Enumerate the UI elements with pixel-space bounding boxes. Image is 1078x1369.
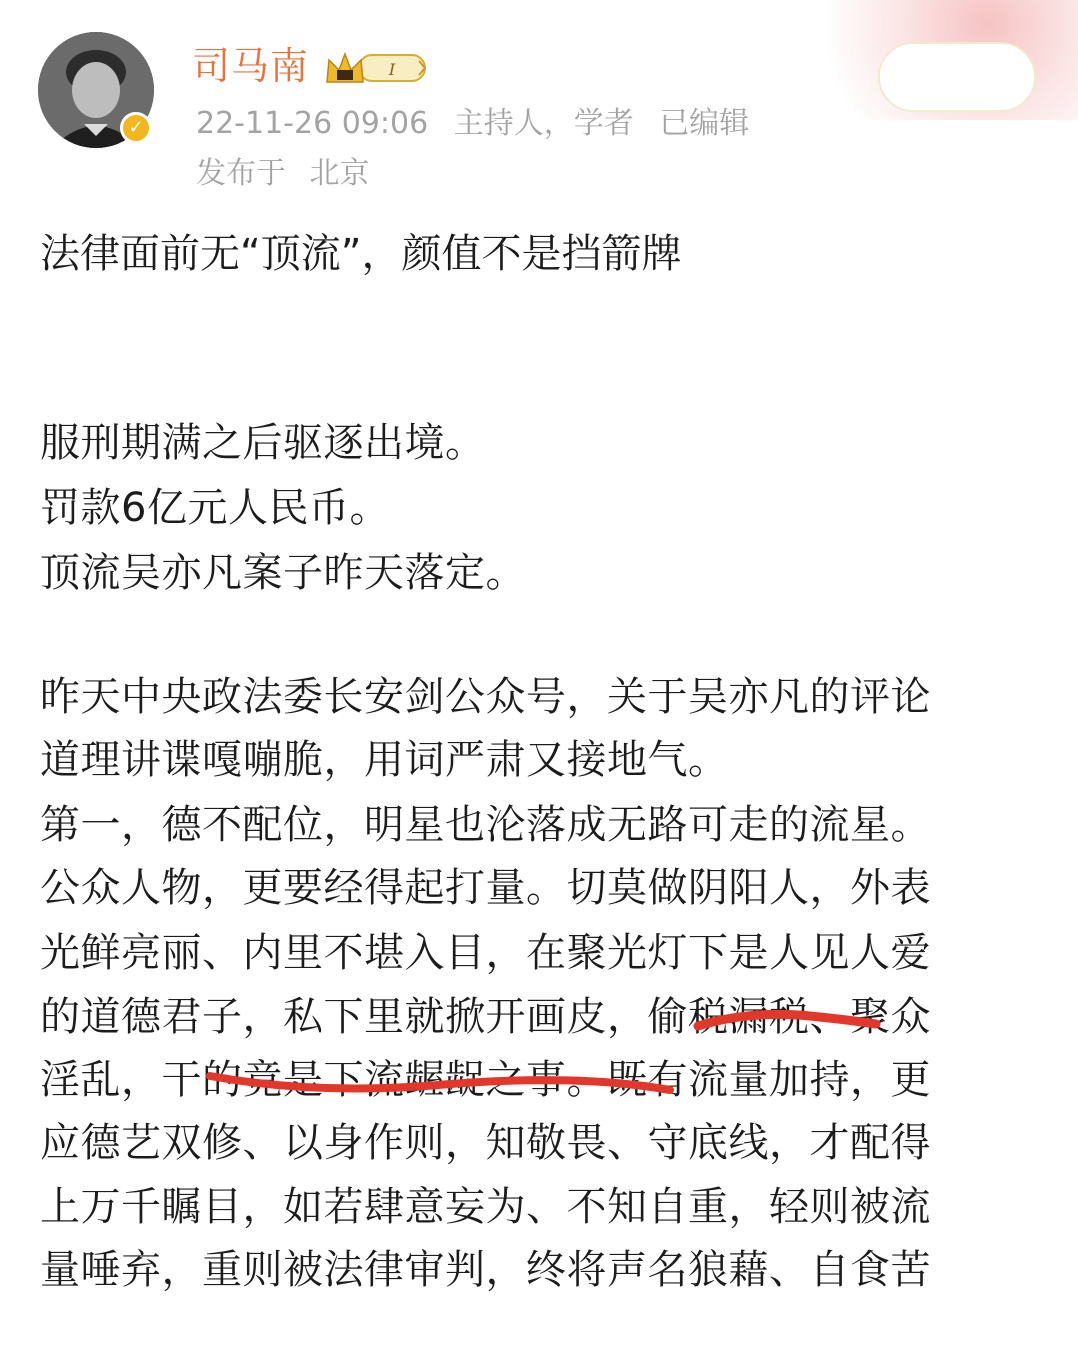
- follow-button[interactable]: [878, 42, 1036, 112]
- location-prefix: 发布于: [196, 156, 286, 191]
- body-line: 顶流吴亦凡案子昨天落定。: [40, 550, 526, 596]
- author-name[interactable]: 司马南: [192, 44, 310, 88]
- body-line: 应德艺双修、以身作则，知敬畏、守底线，才配得: [40, 1120, 931, 1166]
- body-line: 罚款6亿元人民币。: [40, 485, 390, 531]
- body-line: 公众人物，更要经得起打量。切莫做阴阳人，外表: [40, 865, 931, 911]
- post-meta: [196, 104, 765, 144]
- edited-label[interactable]: 已编辑: [659, 106, 750, 141]
- body-line: 光鲜亮丽、内里不堪入目，在聚光灯下是人见人爱: [40, 930, 931, 976]
- post-date: 22-11-26 09:06: [196, 106, 429, 141]
- body-line: 昨天中央政法委长安剑公众号，关于吴亦凡的评论: [40, 674, 931, 720]
- post-location: [196, 154, 384, 194]
- body-line: 量唾弃，重则被法律审判，终将声名狼藉、自食苦: [40, 1247, 931, 1293]
- body-line: 服刑期满之后驱逐出境。: [40, 420, 486, 466]
- author-identity: 主持人，学者: [453, 106, 634, 141]
- body-line: 道理讲谍嘎嘣脆，用词严肃又接地气。: [40, 737, 729, 783]
- level-badge-text: I: [388, 60, 396, 79]
- verified-v-icon: ✓: [120, 112, 152, 144]
- body-line: 上万千瞩目，如若肆意妄为、不知自重，轻则被流: [40, 1184, 931, 1230]
- location-text: 北京: [309, 156, 370, 191]
- body-line: 淫乱，干的竟是下流龌龊之事。既有流量加持，更: [40, 1057, 931, 1103]
- crown-level-badge-icon[interactable]: [323, 48, 435, 88]
- post-headline: 法律面前无“顶流”，颜值不是挡箭牌: [40, 231, 682, 277]
- body-line: 的道德君子，私下里就掀开画皮，偷税漏税、聚众: [40, 994, 931, 1040]
- body-line: 第一，德不配位，明星也沦落成无路可走的流星。: [40, 802, 931, 848]
